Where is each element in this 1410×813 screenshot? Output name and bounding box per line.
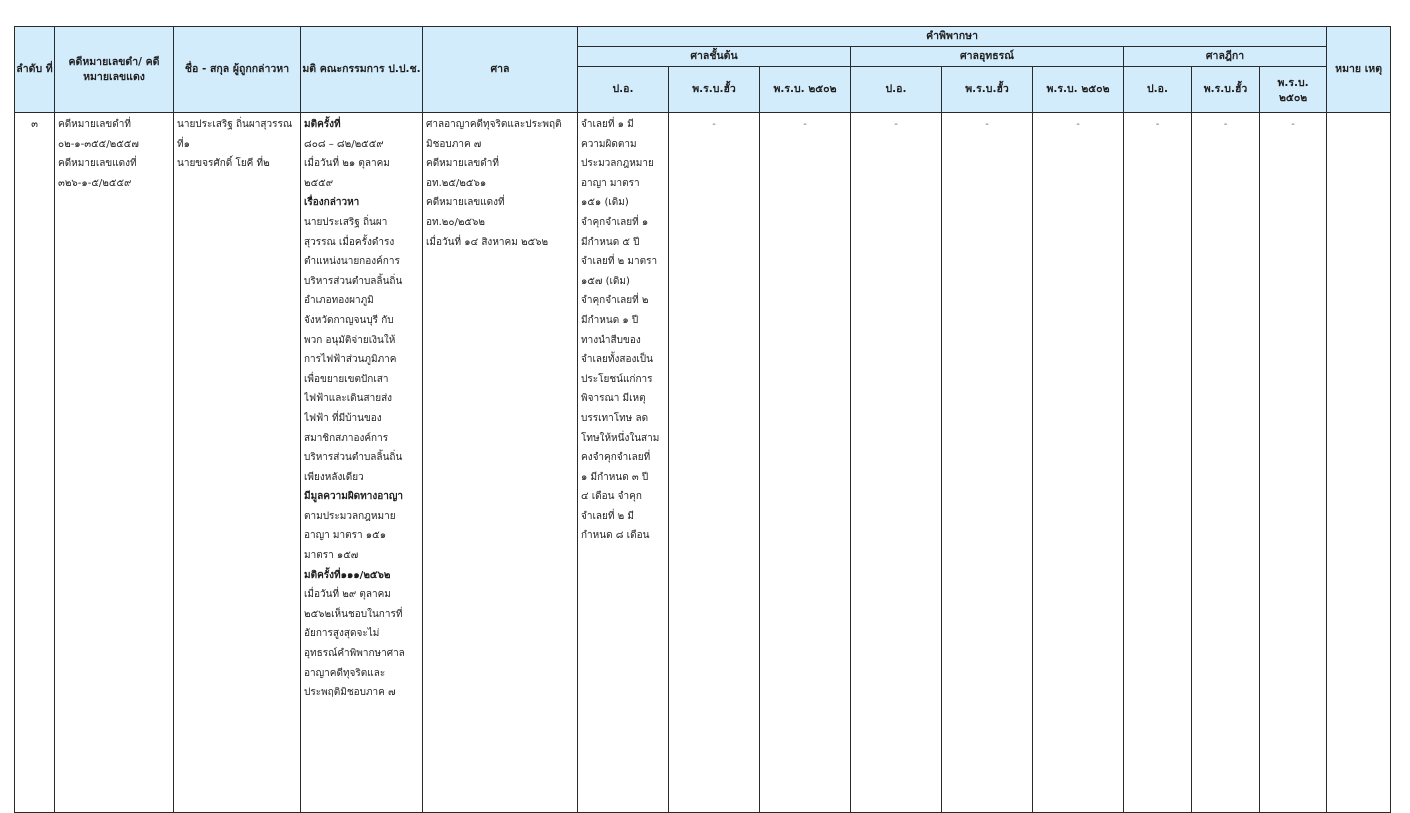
header-sub-bid-act: พ.ร.บ.ฮั้ว [942, 67, 1033, 113]
court-line: อท.๒๐/๒๕๖๒ [426, 216, 485, 228]
court-line: ศาลอาญาคดีทุจริตและประพฤติ [426, 119, 562, 130]
dash-cell: - [669, 113, 760, 813]
resolution-line: ไฟฟ้าและเดินสายส่ง [304, 393, 393, 405]
header-resolution: มติ คณะกรรมการ ป.ป.ช. [301, 27, 423, 113]
case-line: ๓๒๖-๑-๕/๒๕๕๙ [58, 177, 132, 189]
first-instance-judgment-cell [578, 113, 669, 813]
header-seq: ลำดับ ที่ [15, 27, 55, 113]
header-court: ศาล [423, 27, 578, 113]
accused-line: นายประเสริฐ ถิ่นผาสุวรรณ [177, 119, 293, 130]
judgment-line: ความผิดตาม [581, 138, 637, 150]
header-sub-act-label: พ.ร.บ. [1277, 76, 1309, 89]
header-court-appeal: ศาลอุทธรณ์ [851, 47, 1124, 67]
resolution-line: นายประเสริฐ ถิ่นผา [304, 216, 388, 228]
judgment-line: กำหนด ๘ เดือน [581, 530, 650, 542]
resolution-line: เมื่อวันที่ ๒๑ ตุลาคม [304, 158, 390, 170]
judgment-line: จำเลยที่ ๑ มี [581, 119, 634, 130]
case-number-cell [55, 113, 174, 813]
header-judgment: คำพิพากษา [578, 27, 1327, 47]
resolution-line: บริหารส่วนตำบลลิ้นถิ่น [304, 452, 403, 464]
court-line: อท.๒๕/๒๕๖๑ [426, 177, 487, 189]
dash-cell: - [942, 113, 1033, 813]
judgment-line: พิจารณา มีเหตุ [581, 393, 646, 405]
case-line: คดีหมายเลขแดงที่ [58, 158, 137, 170]
judgment-line: ๑๕๗ (เดิม) [581, 275, 630, 287]
header-sub-criminal-code: ป.อ. [851, 67, 942, 113]
header-sub-act-year: ๒๕๐๒ [1278, 91, 1308, 104]
header-sub-criminal-code: ป.อ. [1124, 67, 1192, 113]
resolution-line: ๘๐๘ – ๘๒/๒๕๕๙ [304, 138, 384, 150]
resolution-cell [301, 113, 423, 813]
resolution-line: อำเภอทองผาภูมิ [304, 295, 374, 307]
header-sub-act-2502: พ.ร.บ. ๒๕๐๒ [760, 67, 851, 113]
table-row [15, 113, 1391, 813]
judgment-line: ประมวลกฎหมาย [581, 158, 654, 170]
accused-line: นายขจรศักดิ์ โยคี ที่๒ [177, 158, 270, 170]
resolution-line: บริหารส่วนตำบลลิ้นถิ่น [304, 275, 403, 287]
resolution-line: อัยการสูงสุดจะไม่ [304, 628, 380, 640]
header-sub-criminal-code: ป.อ. [578, 67, 669, 113]
resolution-line: มติครั้งที่ [304, 119, 341, 130]
dash-cell: - [1033, 113, 1124, 813]
resolution-line: สมาชิกสภาองค์การ [304, 432, 389, 444]
court-cell [423, 113, 578, 813]
judgment-line: ๑ มีกำหนด ๓ ปี [581, 471, 649, 483]
case-line: คดีหมายเลขดำที่ [58, 119, 131, 130]
seq-cell: ๓ [15, 113, 55, 813]
court-line: คดีหมายเลขแดงที่ [426, 197, 505, 209]
header-remark: หมาย เหตุ [1327, 27, 1391, 113]
court-line: มิชอบภาค ๗ [426, 138, 482, 150]
judgment-line: จำเลยที่ ๒ มาตรา [581, 256, 658, 268]
dash-cell: - [1260, 113, 1327, 813]
dash-cell: - [760, 113, 851, 813]
resolution-line: สุวรรณ เมื่อครั้งดำรง [304, 236, 395, 248]
judgment-line: ทางนำสืบของ [581, 334, 641, 346]
court-line: คดีหมายเลขดำที่ [426, 158, 499, 170]
resolution-line: มติครั้งที่๑๑๑/๒๕๖๒ [304, 569, 391, 581]
resolution-line: อาญาคดีทุจริตและ [304, 667, 386, 679]
case-line: ๐๒-๑-๓๕๕/๒๕๕๗ [58, 138, 139, 150]
header-name: ชื่อ - สกุล ผู้ถูกกล่าวหา [174, 27, 301, 113]
header-sub-bid-act: พ.ร.บ.ฮั้ว [669, 67, 760, 113]
header-court-first: ศาลชั้นต้น [578, 47, 851, 67]
judgment-line: บรรเทาโทษ ลด [581, 412, 649, 424]
accused-cell [174, 113, 301, 813]
header-sub-bid-act: พ.ร.บ.ฮั้ว [1192, 67, 1260, 113]
dash-cell: - [1124, 113, 1192, 813]
resolution-line: เรื่องกล่าวหา [304, 197, 360, 209]
judgment-line: จำคุกจำเลยที่ ๑ [581, 216, 649, 228]
judgment-line: มีกำหนด ๕ ปี [581, 236, 640, 248]
judgment-line: ๔ เดือน จำคุก [581, 491, 642, 503]
resolution-line: อาญา มาตรา ๑๕๑ [304, 530, 387, 542]
resolution-line: จังหวัดกาญจนบุรี กับ [304, 314, 394, 326]
court-line: เมื่อวันที่ ๑๔ สิงหาคม ๒๕๖๒ [426, 236, 549, 248]
case-table [14, 26, 1391, 813]
dash-cell: - [1192, 113, 1260, 813]
resolution-line: ประพฤติมิชอบภาค ๗ [304, 687, 396, 699]
resolution-line: ไฟฟ้า ที่มีบ้านของ [304, 412, 382, 424]
resolution-line: ๒๕๖๒เห็นชอบในการที่ [304, 608, 403, 620]
header-case-no: คดีหมายเลขดำ/ คดีหมายเลขแดง [55, 27, 174, 113]
judgment-line: อาญา มาตรา [581, 177, 640, 189]
accused-line: ที่๑ [177, 138, 190, 150]
judgment-line: คงจำคุกจำเลยที่ [581, 452, 651, 464]
resolution-line: ๒๕๕๙ [304, 177, 334, 189]
header-court-supreme: ศาลฎีกา [1124, 47, 1327, 67]
resolution-line: การไฟฟ้าส่วนภูมิภาค [304, 354, 397, 366]
resolution-line: อุทธรณ์คำพิพากษาศาล [304, 648, 405, 660]
resolution-line: ตำแหน่งนายกองค์การ [304, 256, 400, 268]
resolution-line: ตามประมวลกฎหมาย [304, 510, 396, 522]
judgment-line: ประโยชน์แก่การ [581, 373, 653, 385]
judgment-line: โทษให้หนึ่งในสาม [581, 432, 660, 444]
header-sub-act-2502 [1260, 67, 1327, 113]
judgment-line: จำเลยทั้งสองเป็น [581, 354, 653, 366]
judgment-line: จำเลยที่ ๒ มี [581, 510, 635, 522]
resolution-line: มาตรา ๑๕๗ [304, 550, 359, 562]
dash-cell: - [851, 113, 942, 813]
resolution-line: มีมูลความผิดทางอาญา [304, 491, 404, 503]
remark-cell [1327, 113, 1391, 813]
resolution-line: พวก อนุมัติจ่ายเงินให้ [304, 334, 396, 346]
resolution-line: เมื่อวันที่ ๒๙ ตุลาคม [304, 589, 391, 601]
judgment-line: จำคุกจำเลยที่ ๒ [581, 295, 649, 307]
resolution-line: เพื่อขยายเขตปักเสา [304, 373, 389, 385]
header-sub-act-2502: พ.ร.บ. ๒๕๐๒ [1033, 67, 1124, 113]
judgment-line: ๑๕๑ (เดิม) [581, 197, 629, 209]
judgment-line: มีกำหนด ๑ ปี [581, 314, 639, 326]
resolution-line: เพียงหลังเดียว [304, 471, 364, 483]
